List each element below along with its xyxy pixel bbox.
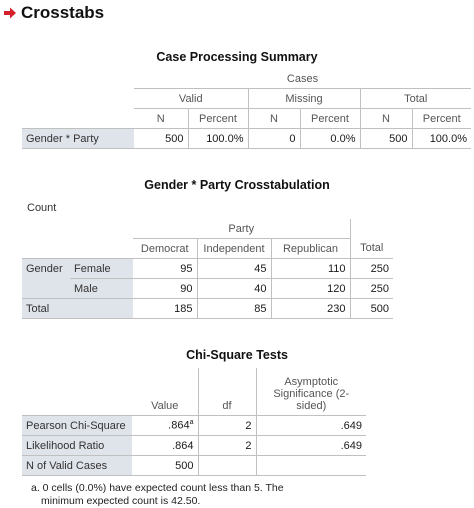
total-header: Total: [360, 89, 471, 109]
cell-value: 500: [134, 129, 188, 149]
cell-value: 100.0%: [188, 129, 248, 149]
crosstab-note: Count: [27, 202, 57, 214]
cell-value: 0: [248, 129, 300, 149]
row-group-label: Gender: [22, 259, 70, 279]
cell-value: 500: [360, 129, 412, 149]
cell-value: 250: [350, 279, 393, 299]
case-processing-title: Case Processing Summary: [156, 50, 318, 64]
red-right-arrow-icon: [3, 6, 17, 20]
cell-value: [198, 456, 256, 476]
output-heading: [3, 3, 104, 23]
row-label: Likelihood Ratio: [22, 436, 132, 456]
cell-value: 2: [198, 436, 256, 456]
footnote-line: a. 0 cells (0.0%) have expected count less than 5. The: [31, 482, 284, 494]
cell-value: .649: [256, 416, 366, 436]
cell-value: 110: [271, 259, 350, 279]
chi-square-footnote: [31, 482, 284, 508]
footnote-line: minimum expected count is 42.50.: [41, 495, 201, 507]
col-header: Percent: [412, 109, 471, 129]
cell-value: 95: [133, 259, 197, 279]
total-row-label: Total: [22, 299, 133, 319]
party-header: Party: [133, 219, 350, 239]
heading-title: Crosstabs: [21, 3, 105, 22]
crosstab-table: [22, 219, 393, 319]
case-processing-table: [22, 69, 471, 149]
cell-value: 500: [132, 456, 198, 476]
cell-value: .864$^a$: [132, 416, 198, 436]
cell-value: 250: [350, 259, 393, 279]
col-header: N: [360, 109, 412, 129]
cell-value: 120: [271, 279, 350, 299]
cell-value: .864: [132, 436, 198, 456]
col-header: Democrat: [140, 242, 189, 255]
cell-value: 0.0%: [300, 129, 360, 149]
col-header: N: [156, 112, 165, 125]
crosstab-title: Gender * Party Crosstabulation: [144, 178, 330, 192]
col-header: Percent: [300, 109, 360, 129]
missing-header: Missing: [248, 89, 360, 109]
chi-square-table: [22, 368, 366, 476]
cell-value: 85: [197, 299, 271, 319]
cell-value: 90: [133, 279, 197, 299]
cell-value: 100.0%: [412, 129, 471, 149]
row-label: N of Valid Cases: [22, 456, 132, 476]
cell-value: 230: [271, 299, 350, 319]
row-label: Female: [70, 259, 133, 279]
valid-header: Valid: [134, 89, 248, 109]
col-header: Asymptotic Significance (2-sided): [256, 368, 366, 416]
col-header: Value: [151, 400, 179, 412]
cell-value: 45: [197, 259, 271, 279]
col-header: Independent: [197, 239, 271, 259]
col-header: Total: [350, 239, 393, 259]
row-label: Gender * Party: [22, 129, 134, 149]
col-header: Percent: [188, 109, 248, 129]
cell-value: [256, 456, 366, 476]
cases-header: Cases: [134, 69, 471, 89]
cell-value: 500: [350, 299, 393, 319]
col-header: Republican: [271, 239, 350, 259]
row-label: Male: [70, 279, 133, 299]
col-header: df: [198, 368, 256, 416]
cell-value: 2: [198, 416, 256, 436]
col-header: N: [248, 109, 300, 129]
cell-value: 40: [197, 279, 271, 299]
cell-value: .649: [256, 436, 366, 456]
footnote-marker: a: [189, 419, 194, 427]
cell-value: 185: [133, 299, 197, 319]
chi-square-title: Chi-Square Tests: [186, 348, 288, 362]
row-label: Pearson Chi-Square: [22, 416, 132, 436]
